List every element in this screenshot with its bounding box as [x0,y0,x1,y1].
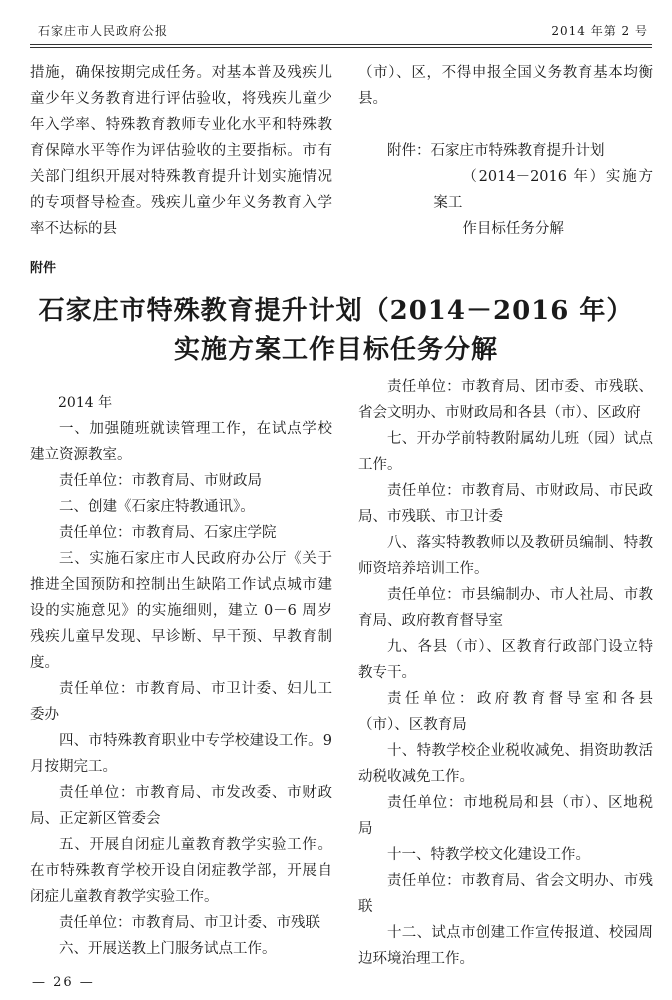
responsible-units: 责任单位：市地税局和县（市）、区地税局 [358,795,653,837]
responsible-units: 责任单位：市教育局、市卫计委、市残联 [59,915,320,931]
responsible-units: 责任单位：市教育局、市财政局、市民政局、市残联、市卫计委 [358,483,653,525]
attachment-line-1: 石家庄市特殊教育提升计划 [430,143,605,159]
page-header [30,22,652,42]
task-item: 六、开展送教上门服务试点工作。 [59,941,277,957]
responsible-units: 责任单位：市教育局、团市委、市残联、省会文明办、市财政局和各县（市）、区政府 [358,379,653,421]
header-rule-bottom [30,47,652,48]
task-item: 八、落实特教教师以及教研员编制、特教师资培养培训工作。 [358,535,653,577]
page-number: — 26 — [32,975,95,990]
annex-title-line-2: 实施方案工作目标任务分解 [173,335,498,365]
top-left-column [30,60,332,242]
attachment-label: 附件： [387,143,431,159]
publication-name: 石家庄市人民政府公报 [38,24,169,38]
attachment-line-3: 作目标任务分解 [462,221,564,237]
year-heading: 2014 年 [58,395,113,411]
task-item: 四、市特殊教育职业中专学校建设工作。9 月按期完工。 [30,733,332,775]
continued-paragraph-end: （市）、区，不得申报全国义务教育基本均衡县。 [358,65,653,107]
task-item: 一、加强随班就读管理工作，在试点学校建立资源教室。 [30,421,332,463]
issue-number: 2014 年第 2 号 [551,24,648,38]
task-item: 七、开办学前特教附属幼儿班（园）试点工作。 [358,431,653,473]
task-item: 二、创建《石家庄特教通讯》。 [59,499,255,515]
attachment-note [358,138,653,164]
task-item: 九、各县（市）、区教育行政部门设立特教专干。 [358,639,653,681]
responsible-units: 责任单位：市教育局、市财政局 [59,473,262,489]
annex-title-line-1: 石家庄市特殊教育提升计划（2014－2016 年） [38,296,634,326]
responsible-units: 责任单位：市教育局、石家庄学院 [59,525,277,541]
responsible-units: 责任单位：市教育局、市卫计委、妇儿工委办 [30,681,332,723]
responsible-units: 责任单位：市县编制办、市人社局、市教育局、政府教育督导室 [358,587,653,629]
responsible-units: 责任单位：政府教育督导室和各县（市）、区教育局 [358,691,653,733]
continued-paragraph: 措施，确保按期完成任务。对基本普及残疾儿童少年义务教育进行评估验收，将残疾儿童少年入学率、特殊教育教师专业化水平和特殊教育保障水平等作为评估验收的主要指标。市有关部门组织开展对特殊教育提升计划实施情况的专项督导检查。残疾儿童少年义务教育入学率不达标的县 [30,65,332,237]
annex-label: 附件 [30,261,57,276]
task-item: 十二、试点市创建工作宣传报道、校园周边环境治理工作。 [358,925,653,967]
task-item: 五、开展自闭症儿童教育教学实验工作。在市特殊教育学校开设自闭症教学部，开展自闭症儿童教育教学实验工作。 [30,837,332,905]
task-item: 十、特教学校企业税收减免、捐资助教活动税收减免工作。 [358,743,653,785]
body-right-column [358,374,653,972]
body-left-column [30,390,332,962]
top-right-column [358,60,653,242]
task-item: 十一、特教学校文化建设工作。 [387,847,590,863]
attachment-line-2: （2014－2016 年）实施方案工 [433,169,653,211]
header-rule-top [30,44,652,45]
task-item: 三、实施石家庄市人民政府办公厅《关于推进全国预防和控制出生缺陷工作试点城市建设的实施意见》的实施细则，建立 0－6 周岁残疾儿童早发现、早诊断、早干预、早教育制度。 [30,551,332,671]
responsible-units: 责任单位：市教育局、省会文明办、市残联 [358,873,653,915]
responsible-units: 责任单位：市教育局、市发改委、市财政局、正定新区管委会 [30,785,332,827]
